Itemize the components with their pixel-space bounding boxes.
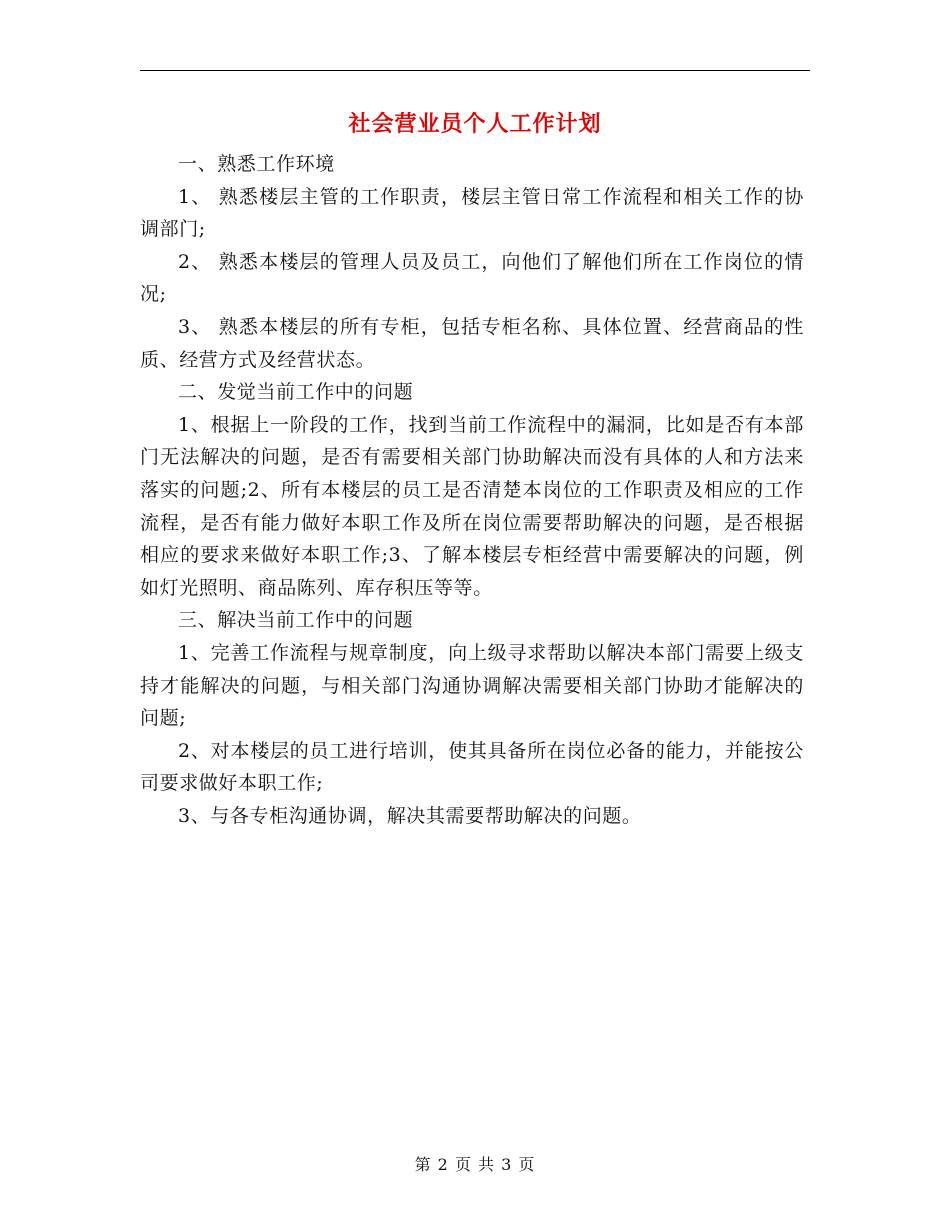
paragraph: 2、对本楼层的员工进行培训，使其具备所在岗位必备的能力，并能按公司要求做好本职工作; <box>140 739 804 795</box>
paragraph: 1、 熟悉楼层主管的工作职责，楼层主管日常工作流程和相关工作的协调部门; <box>140 185 804 241</box>
paragraph: 3、与各专柜沟通协调，解决其需要帮助解决的问题。 <box>178 804 642 827</box>
footer-total-pages: 3 <box>501 1155 513 1174</box>
footer-current-page: 2 <box>437 1155 449 1174</box>
document-body <box>140 148 804 832</box>
section-heading-2: 二、发觉当前工作中的问题 <box>178 381 414 404</box>
paragraph: 1、完善工作流程与规章制度，向上级寻求帮助以解决本部门需要上级支持才能解决的问题，与相关部门沟通协调解决需要相关部门协助才能解决的问题; <box>140 641 804 730</box>
footer-prefix: 第 <box>414 1155 432 1174</box>
document-title: 社会营业员个人工作计划 <box>348 112 602 137</box>
footer-middle: 页 共 <box>454 1155 496 1174</box>
paragraph: 2、 熟悉本楼层的管理人员及员工，向他们了解他们所在工作岗位的情况; <box>140 250 804 306</box>
paragraph: 3、 熟悉本楼层的所有专柜，包括专柜名称、具体位置、经营商品的性质、经营方式及经营状态。 <box>140 315 804 371</box>
footer-suffix: 页 <box>518 1155 536 1174</box>
header-rule <box>140 70 810 71</box>
page-footer <box>140 1154 810 1176</box>
paragraph: 1、根据上一阶段的工作，找到当前工作流程中的漏洞，比如是否有本部门无法解决的问题，是否有需要相关部门协助解决而没有具体的人和方法来落实的问题;2、所有本楼层的员工是否清楚本岗位的工作职责及相应的工作流程，是否有能力做好本职工作及所在岗位需要帮助解决的问题，是否根据相应的要求来做好本职工作;3、了解本楼层专柜经营中需要解决的问题，例如灯光照明、商品陈列、库存积压等等。 <box>140 413 804 599</box>
section-heading-3: 三、解决当前工作中的问题 <box>178 609 414 632</box>
section-heading-1: 一、熟悉工作环境 <box>178 153 335 175</box>
